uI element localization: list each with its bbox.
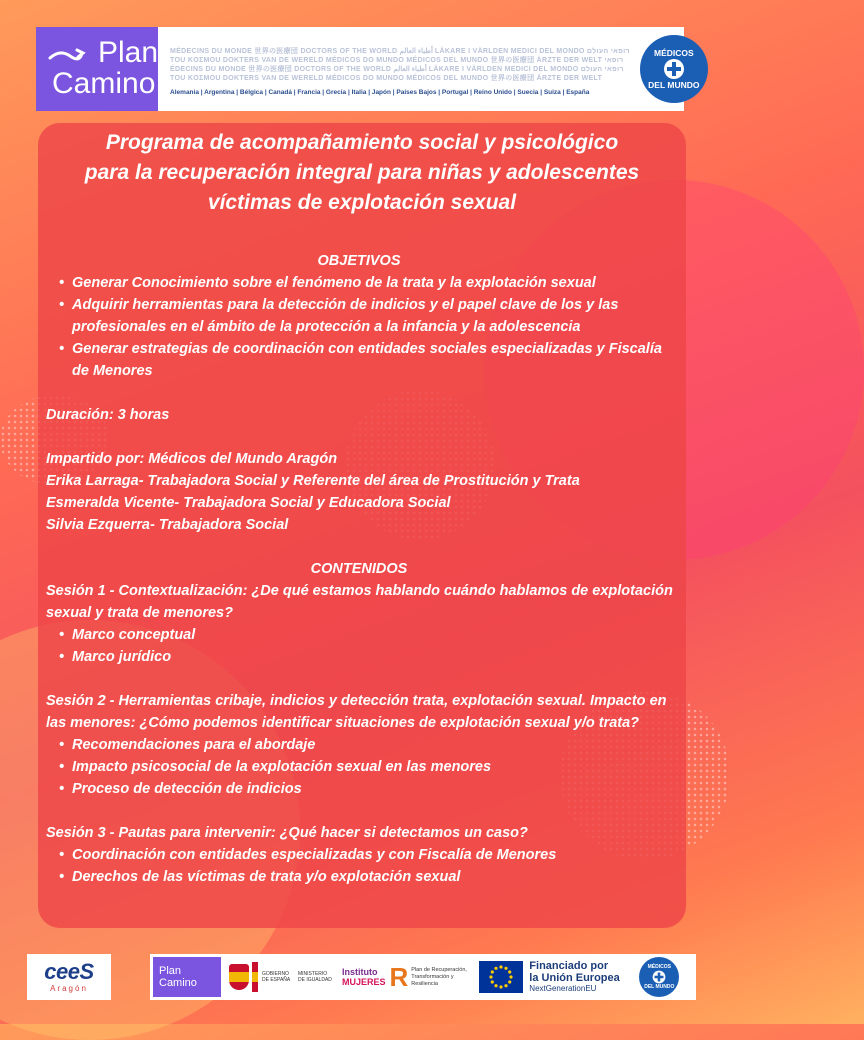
- mdm-logo-text: DEL MUNDO: [644, 984, 675, 990]
- prtr-text: Plan de Recuperación, Transformación y Resiliencia: [411, 966, 467, 987]
- list-item: • Adquirir herramientas para la detección de indicios y el papel clave de los y las profesionales en el ámbito de la protección a la infancia y la adolescencia: [72, 294, 678, 338]
- mdm-logo-text: MÉDICOS: [654, 48, 694, 58]
- gobierno-espana-logo: [229, 962, 334, 992]
- camino-logo-word: Camino: [52, 67, 156, 100]
- cross-icon: [652, 970, 666, 984]
- list-item: • Derechos de las víctimas de trata y/o explotación sexual: [72, 866, 678, 888]
- medicos-del-mundo-logo-small: [639, 957, 679, 997]
- list-item: • Proceso de detección de indicios: [72, 778, 678, 800]
- mujeres-word: MUJERES: [342, 977, 386, 987]
- mdm-countries: Alemania | Argentina | Bélgica | Canadá | Francia | Grecia | Italia | Japón | Países Bajos | Portugal | Reino Unido | Suecia | Suiza | España: [170, 88, 590, 96]
- trainer-line: Silvia Ezquerra- Trabajadora Social: [46, 517, 289, 533]
- mdm-banner-line: TOU KOΣMOU DOKTERS VAN DE WERELD MÉDICOS DO MUNDO MÉDICOS DEL MUNDO 世界の医療団 ÄRZTE DER WELT רופאי: [170, 56, 624, 64]
- title-line: Programa de acompañamiento social y psicológico: [105, 131, 619, 154]
- eu-flag-icon: [479, 961, 523, 993]
- plan-logo-word: Plan: [159, 965, 182, 977]
- plan-camino-logo-small: [153, 957, 221, 997]
- mdm-banner-line: TOU KOΣMOU DOKTERS VAN DE WERELD MÉDICOS DO MUNDO MÉDICOS DEL MUNDO 世界の医療団 ÄRZTE DER WELT: [170, 74, 603, 82]
- camino-logo-word: Camino: [159, 977, 197, 989]
- list-item: • Coordinación con entidades especializadas y con Fiscalía de Menores: [72, 844, 678, 866]
- eu-funding-text: [529, 960, 637, 994]
- coat-of-arms-icon: [229, 964, 249, 990]
- list-item: • Impacto psicosocial de la explotación sexual en las menores: [72, 756, 678, 778]
- plan-camino-logo: [36, 27, 158, 111]
- instituto-mujeres-logo: [342, 967, 386, 987]
- program-content: [46, 250, 678, 888]
- list-item: • Generar Conocimiento sobre el fenómeno de la trata y la explotación sexual: [72, 272, 678, 294]
- eu-line: la Unión Europea: [529, 972, 620, 984]
- cees-logo-sub: Aragón: [50, 984, 88, 993]
- duracion: Duración: 3 horas: [46, 407, 170, 423]
- mdm-circle: [640, 35, 708, 103]
- objetivos-list: [46, 272, 678, 382]
- list-item: • Recomendaciones para el abordaje: [72, 734, 678, 756]
- mdm-logo-text: DEL MUNDO: [648, 80, 700, 90]
- session-title: Sesión 2 - Herramientas cribaje, indicios y detección trata, explotación sexual. Impacto en las menores: ¿Cómo podemos identificar situaciones de explotación sexual y/o trata?: [46, 693, 667, 731]
- contenidos-heading: CONTENIDOS: [310, 561, 408, 577]
- session-list: [46, 734, 678, 800]
- objetivos-heading: OBJETIVOS: [317, 253, 401, 269]
- medicos-del-mundo-logo: [640, 27, 708, 111]
- eu-stars-icon: [479, 961, 523, 993]
- plan-logo-word: Plan: [98, 36, 159, 69]
- list-item: • Marco jurídico: [72, 646, 678, 668]
- title-line: víctimas de explotación sexual: [207, 191, 517, 214]
- flag-bar-icon: [252, 962, 258, 992]
- gobierno-text: GOBIERNO DE ESPAÑA: [262, 971, 291, 983]
- session-list: [46, 844, 678, 888]
- eu-line: Financiado por: [529, 960, 609, 972]
- mdm-banner-line: ÉDECINS DU MONDE 世界の医療団 DOCTORS OF THE WORLD أطباء العالم LÄKARE I VÄRLDEN MEDICI DEL MONDO רופאי העולם: [170, 65, 624, 73]
- list-item: • Marco conceptual: [72, 624, 678, 646]
- ministerio-text: MINISTERIO DE IGUALDAD: [298, 971, 332, 983]
- trainer-line: Esmeralda Vicente- Trabajadora Social y Educadora Social: [46, 495, 451, 511]
- cees-aragon-logo: [27, 954, 111, 1000]
- trainer-line: Erika Larraga- Trabajadora Social y Referente del área de Prostitución y Trata: [46, 473, 580, 489]
- list-item: • Generar estrategias de coordinación con entidades sociales especializadas y Fiscalía de Menores: [72, 338, 678, 382]
- session-title: Sesión 3 - Pautas para intervenir: ¿Qué hacer si detectamos un caso?: [46, 825, 528, 841]
- mdm-banner-line: MÉDECINS DU MONDE 世界の医療団 DOCTORS OF THE WORLD أطباء العالم LÄKARE I VÄRLDEN MEDICI DEL MONDO רופאי העולם: [170, 47, 630, 55]
- mdm-logo-text: MÉDICOS: [647, 964, 671, 970]
- sponsors-strip: [150, 954, 696, 1000]
- header-banner: [36, 27, 700, 111]
- instituto-word: Instituto: [342, 967, 378, 977]
- session-title: Sesión 1 - Contextualización: ¿De qué estamos hablando cuándo hablamos de explotación sexual y trata de menores?: [46, 583, 673, 621]
- arrow-icon: [48, 47, 86, 63]
- cross-icon: [663, 58, 685, 80]
- mdm-multilingual-banner: [158, 27, 640, 111]
- program-title: [40, 128, 684, 218]
- title-line: para la recuperación integral para niñas y adolescentes: [84, 161, 640, 184]
- cees-logo-word: ceeS: [44, 959, 94, 984]
- eu-line: NextGenerationEU: [529, 984, 597, 993]
- session-list: [46, 624, 678, 668]
- prtr-mark: R: [389, 962, 409, 992]
- impartido-por: Impartido por: Médicos del Mundo Aragón: [46, 451, 338, 467]
